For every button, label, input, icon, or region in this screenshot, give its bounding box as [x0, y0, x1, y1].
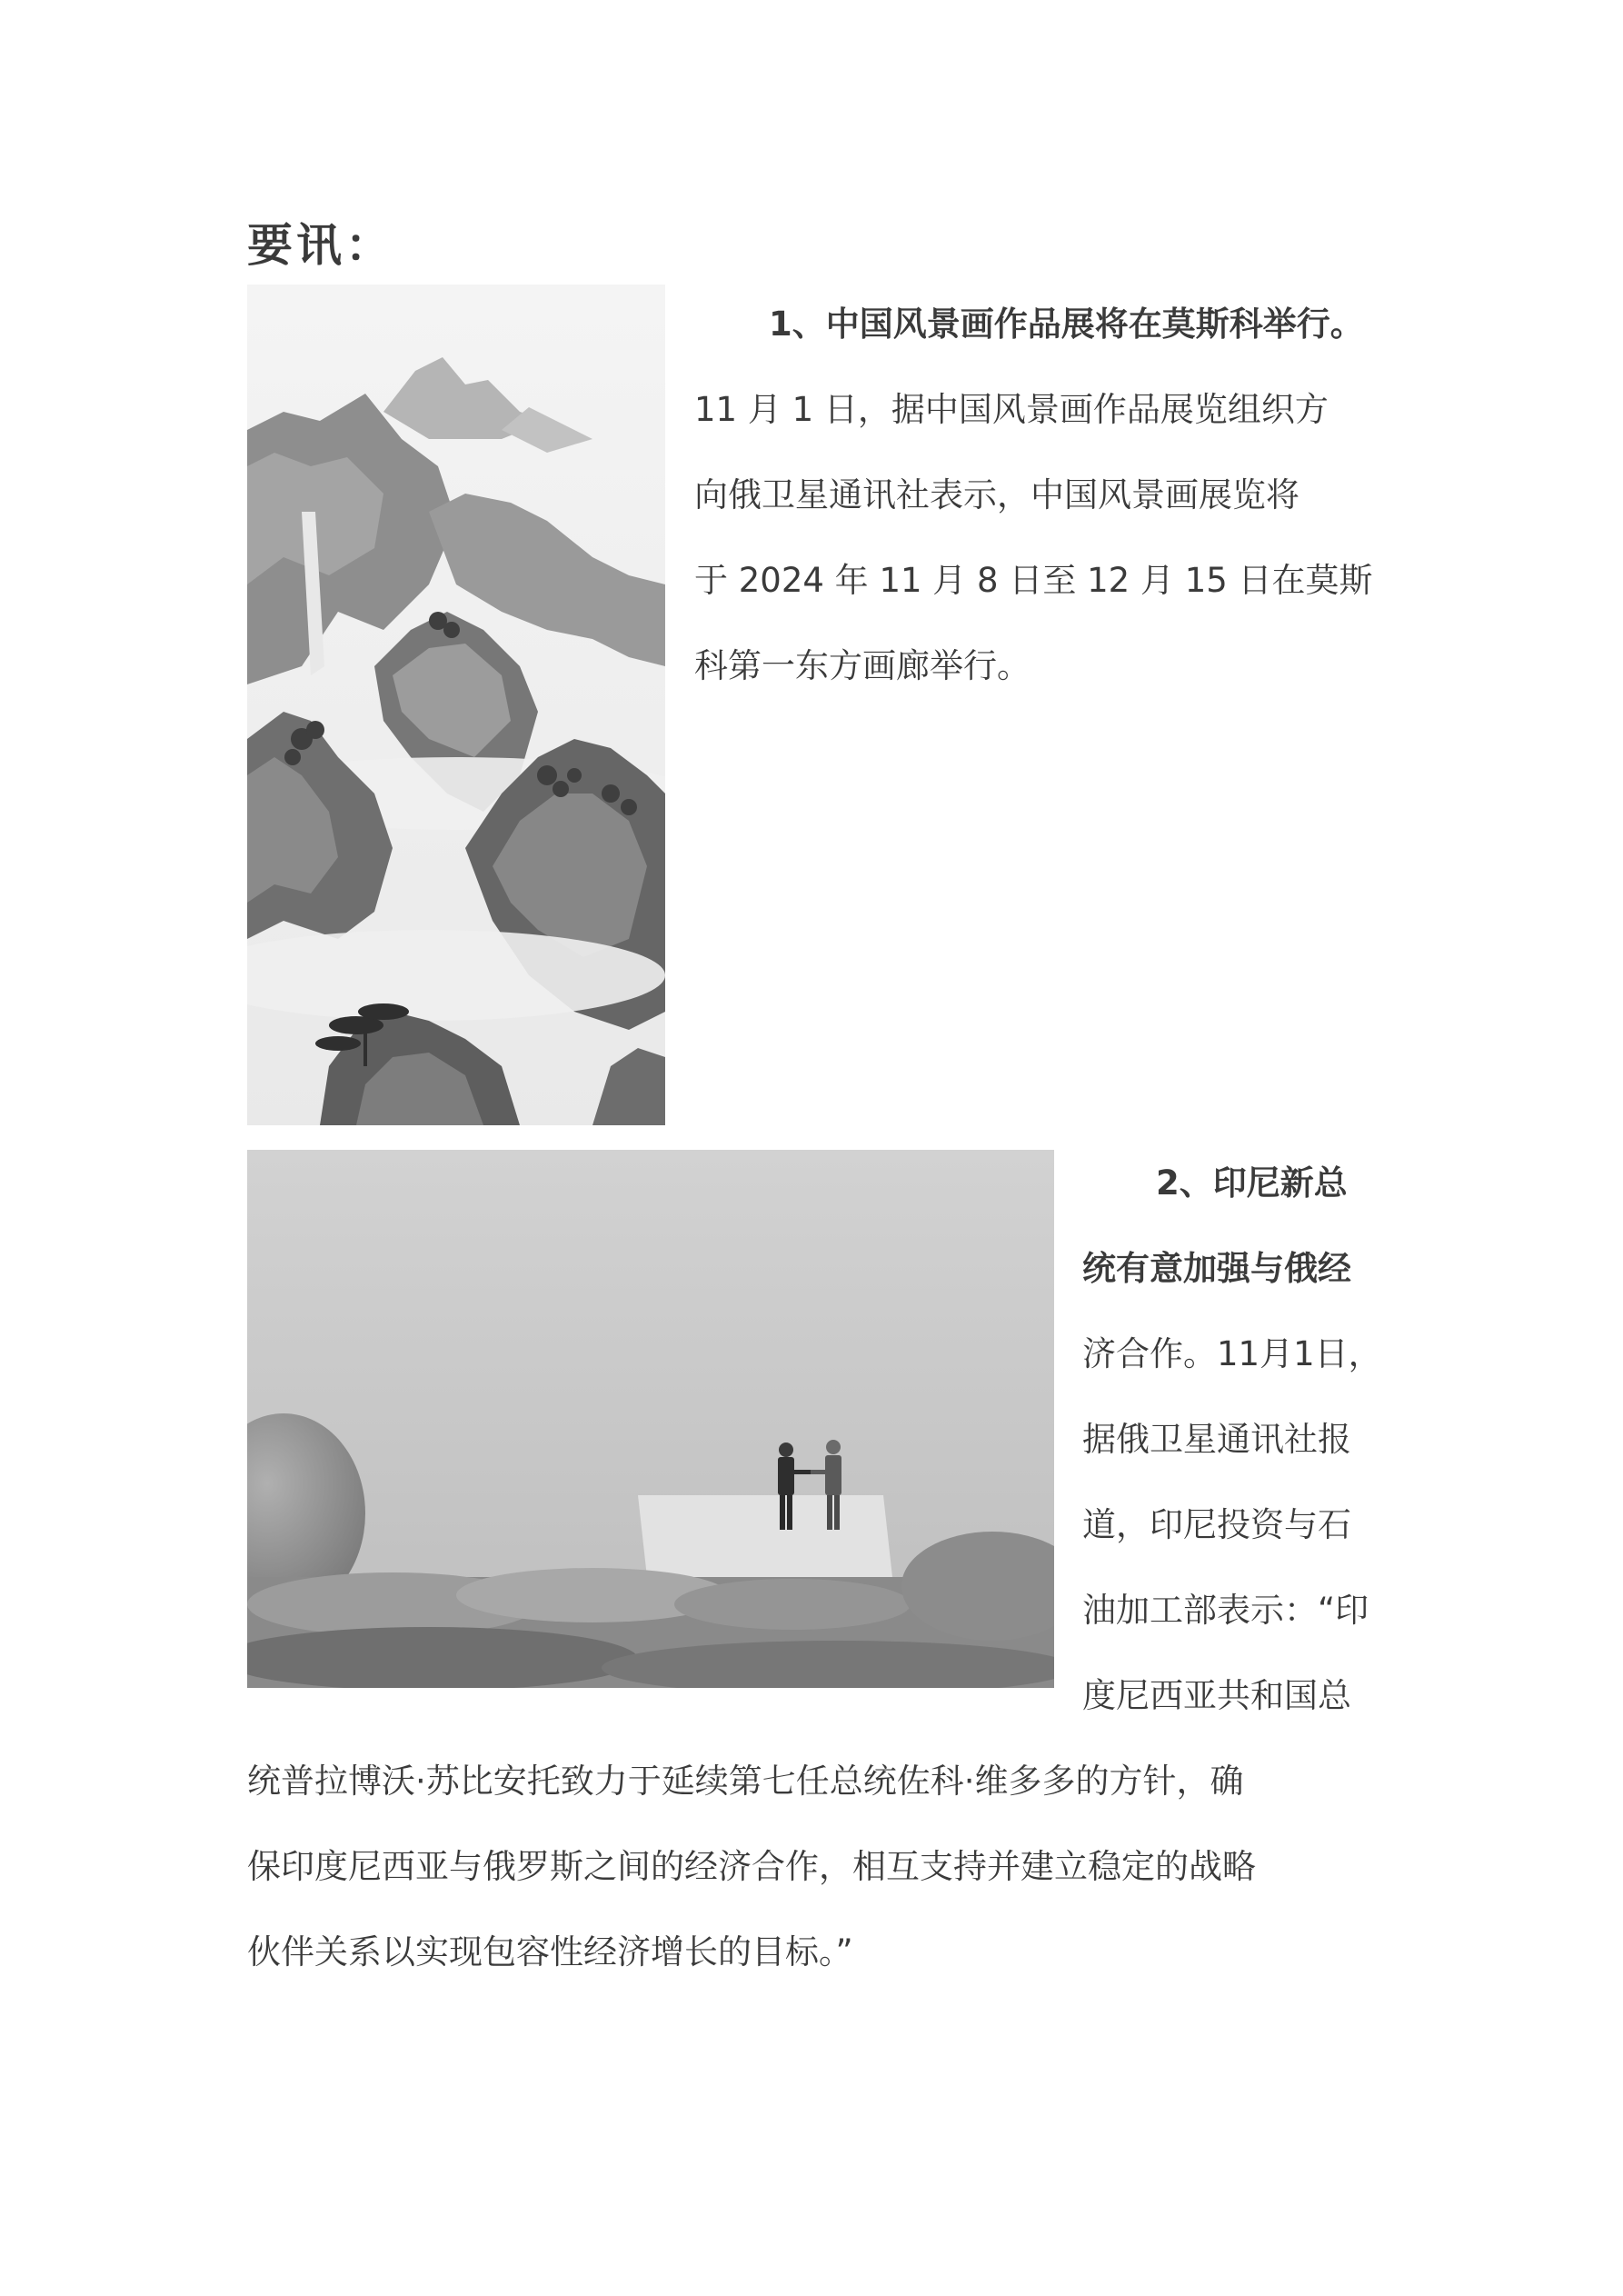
article-2-line: 伙伴关系以实现包容性经济增长的目标。” — [247, 1932, 853, 1972]
article-2-line: 统普拉博沃·苏比安托致力于延续第七任总统佐科·维多多的方针，确 — [247, 1762, 1244, 1801]
article-2-line: 度尼西亚共和国总 — [1082, 1676, 1351, 1715]
article-2-line: 济合作。11月1日， — [1082, 1334, 1382, 1373]
page-title: 要讯： — [247, 219, 394, 272]
article-2-line: 油加工部表示：“印 — [1082, 1591, 1369, 1630]
article-1-line: 11 月 1 日，据中国风景画作品展览组织方 — [694, 390, 1329, 429]
article-2-line: 道，印尼投资与石 — [1082, 1505, 1351, 1544]
article-2-headline: 统有意加强与俄经 — [1082, 1249, 1351, 1288]
article-2-headline: 2、印尼新总 — [1156, 1163, 1348, 1203]
article-1-line: 向俄卫星通讯社表示，中国风景画展览将 — [694, 475, 1299, 514]
article-2-line: 保印度尼西亚与俄罗斯之间的经济合作，相互支持并建立稳定的战略 — [247, 1847, 1256, 1886]
business-meeting-photo — [247, 1150, 1054, 1688]
landscape-painting-image — [247, 285, 665, 1125]
article-1-line: 科第一东方画廊举行。 — [694, 646, 1031, 685]
article-2-line: 据俄卫星通讯社报 — [1082, 1420, 1351, 1459]
article-1-headline: 1、中国风景画作品展将在莫斯科举行。 — [769, 304, 1364, 344]
article-1-line: 于 2024 年 11 月 8 日至 12 月 15 日在莫斯 — [694, 561, 1373, 600]
